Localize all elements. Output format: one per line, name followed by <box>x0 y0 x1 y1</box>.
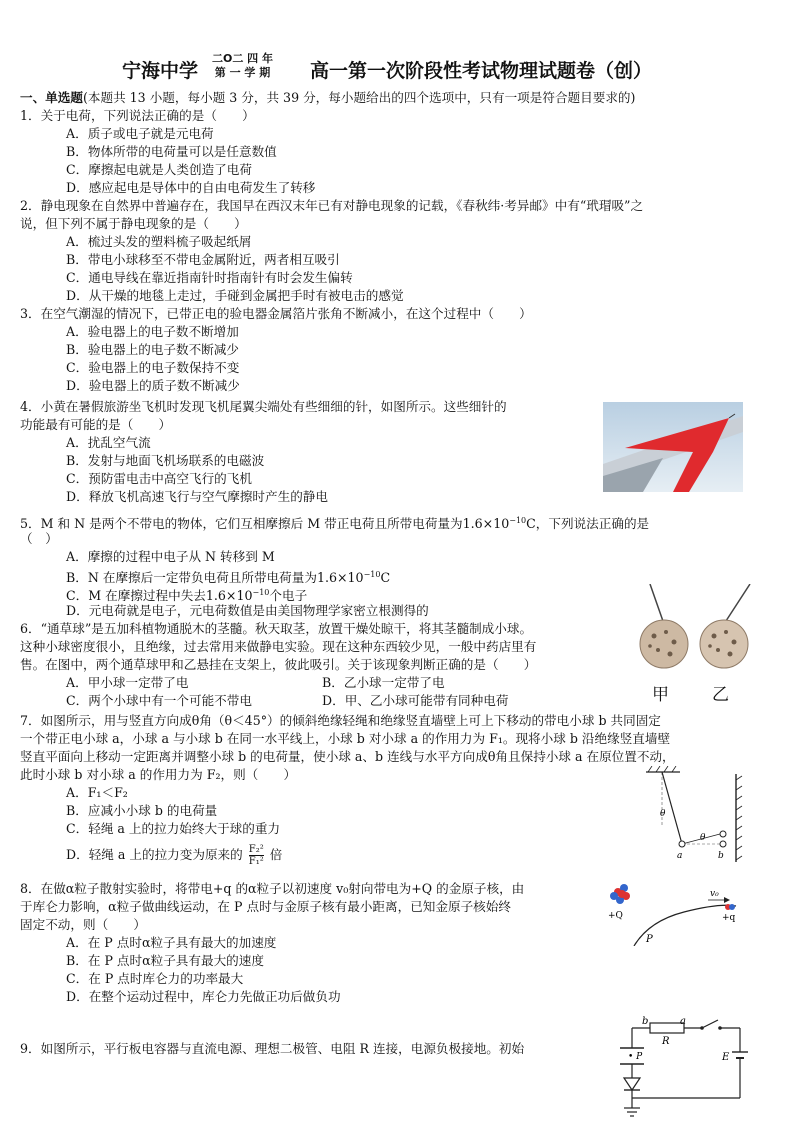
diode <box>624 1078 640 1090</box>
resistor-R <box>650 1023 684 1033</box>
q5-stem-line1: 5．M 和 N 是两个不带电的物体，它们互相摩擦后 M 带正电荷且所带电荷量为$1.6\times 10^{-10}C$，下列说法正确的是 <box>20 516 650 532</box>
q5-option-c: C．M 在摩擦过程中失去$1.6\times 10^{-10}$个电子 <box>66 588 308 604</box>
q5-option-b: B．N 在摩擦后一定带负电荷且所带电荷量为$1.6\times 10^{-10}C$ <box>66 570 391 586</box>
q2-option-d: D．从干燥的地毯上走过，手碰到金属把手时有被电击的感觉 <box>66 288 404 303</box>
fig-label-a: a <box>680 1016 686 1027</box>
fig-label-R: R <box>662 1036 670 1047</box>
year-term-stack <box>212 52 273 80</box>
q5-option-a: A．摩擦的过程中电子从 N 转移到 M <box>66 549 275 564</box>
q2-option-b: B．带电小球移至不带电金属附近，两者相互吸引 <box>66 252 340 267</box>
q4-stem-line1: 4．小黄在暑假旅游坐飞机时发现飞机尾翼尖端处有些细细的针，如图所示。这些细针的 <box>20 399 507 414</box>
ball-b-lower <box>720 841 726 847</box>
section-heading: 一、单选题(本题共 13 小题，每小题 3 分，共 39 分，每小题给出的四个选项中，只有一项是符合题目要求的) <box>20 90 636 105</box>
pith-ball-yi <box>700 620 748 668</box>
ball-b-upper <box>720 831 726 837</box>
fig-label-E: E <box>722 1052 730 1063</box>
q4-option-c: C．预防雷电击中高空飞行的飞机 <box>66 471 252 486</box>
q7-option-b: B．应减小小球 b 的电荷量 <box>66 803 218 818</box>
capacitor-circuit-figure <box>614 1012 754 1120</box>
q4-stem-line2: 功能最有可能的是（ ） <box>20 417 172 432</box>
q1-option-a: A．质子或电子就是元电荷 <box>66 126 214 141</box>
label-yi: 乙 <box>712 685 729 705</box>
switch <box>702 1020 718 1028</box>
q2-stem-line2: 说，但下列不属于静电现象的是（ ） <box>20 216 247 231</box>
q8-stem-line3: 固定不动，则（ ） <box>20 917 146 932</box>
q7-option-d: D．轻绳 a 上的拉力变为原来的 $\frac{\text{F₂²}}{\text{F₁²}}$ 倍 <box>66 844 283 867</box>
q7-stem-line2: 一个带正电小球 a，小球 a 与小球 b 在同一水平线上，小球 b 对小球 a 的作用力为 F₁。现将小球 b 沿绝缘竖直墙壁 <box>20 731 671 746</box>
q1-stem: 1．关于电荷，下列说法正确的是（ ） <box>20 108 255 123</box>
q1-option-b: B．物体所带的电荷量可以是任意数值 <box>66 144 277 159</box>
fraction: $\frac{\text{F₂²}}{\text{F₁²}}$ <box>248 844 264 867</box>
q6-option-d: D．甲、乙小球可能带有同种电荷 <box>322 693 509 708</box>
q4-option-a: A．扰乱空气流 <box>66 435 151 450</box>
ball-a <box>679 841 685 847</box>
q5-stem-line2: （ ） <box>20 531 58 546</box>
fig-theta-top: θ <box>660 809 666 819</box>
fig-label-Q: +Q <box>608 911 623 921</box>
pith-balls-figure <box>630 584 770 674</box>
q8-option-c: C．在 P 点时库仑力的功率最大 <box>66 971 244 986</box>
fig-theta-side: θ <box>700 833 706 843</box>
fig-label-b: b <box>718 851 724 861</box>
fig-label-b: b <box>642 1016 649 1027</box>
term-text: 第 一 学 期 <box>214 66 271 79</box>
airplane-wing-photo <box>603 402 743 492</box>
fig-label-P: P <box>646 934 653 945</box>
q1-option-d: D．感应起电是导体中的自由电荷发生了转移 <box>66 180 316 195</box>
alpha-scattering-figure <box>604 876 744 946</box>
q7-stem-line4: 此时小球 b 对小球 a 的作用力为 F₂，则（ ） <box>20 767 297 782</box>
q7-option-c: C．轻绳 a 上的拉力始终大于球的重力 <box>66 821 281 836</box>
q3-option-b: B．验电器上的电子数不断减少 <box>66 342 239 357</box>
fig-label-a: a <box>677 851 683 861</box>
q3-stem: 3．在空气潮湿的情况下，已带正电的验电器金属箔片张角不断减小，在这个过程中（ ） <box>20 306 532 321</box>
q7-option-a: A．F₁＜F₂ <box>66 785 128 800</box>
fig-label-P: • P <box>628 1052 643 1062</box>
fig-label-q: +q <box>722 913 736 923</box>
q8-option-a: A．在 P 点时α粒子具有最大的加速度 <box>66 935 277 950</box>
q4-option-b: B．发射与地面飞机场联系的电磁波 <box>66 453 265 468</box>
gold-nucleus <box>610 884 630 904</box>
q6-stem-line3: 售。在图中，两个通草球甲和乙悬挂在支架上，彼此吸引。关于该现象判断正确的是（ ） <box>20 657 537 672</box>
q8-option-b: B．在 P 点时α粒子具有最大的速度 <box>66 953 264 968</box>
exam-title: 高一第一次阶段性考试物理试题卷（创） <box>310 60 653 82</box>
q9-stem-line1: 9．如图所示，平行板电容器与直流电源、理想二极管、电阻 R 连接，电源负极接地。初始 <box>20 1041 525 1056</box>
school-name: 宁海中学 <box>122 60 199 82</box>
q8-option-d: D．在整个运动过程中，库仑力先做正功后做负功 <box>66 989 341 1004</box>
q3-option-d: D．验电器上的质子数不断减少 <box>66 378 240 393</box>
thread-jia <box>650 584 664 624</box>
q6-option-b: B．乙小球一定带了电 <box>322 675 445 690</box>
q3-option-c: C．验电器上的电子数保持不变 <box>66 360 240 375</box>
q7-stem-line1: 7．如图所示，用与竖直方向成θ角（θ＜45°）的倾斜绝缘轻绳和绝缘竖直墙壁上可上下移动的带电小球 b 共同固定 <box>20 713 661 728</box>
q3-option-a: A．验电器上的电子数不断增加 <box>66 324 239 339</box>
fig-label-v0: v₀ <box>710 889 719 899</box>
section-note: (本题共 13 小题，每小题 3 分，共 39 分，每小题给出的四个选项中，只有一项是符合题目要求的) <box>82 90 636 105</box>
q7-figure <box>640 766 750 866</box>
q1-option-c: C．摩擦起电就是人类创造了电荷 <box>66 162 252 177</box>
pith-ball-jia <box>640 620 688 668</box>
q8-stem-line2: 于库仑力影响，α粒子做曲线运动，在 P 点时与金原子核有最小距离，已知金原子核始终 <box>20 899 511 914</box>
q2-option-a: A．梳过头发的塑料梳子吸起纸屑 <box>66 234 252 249</box>
rope <box>662 772 682 844</box>
q8-stem-line1: 8．在做α粒子散射实验时，将带电+q 的α粒子以初速度 v₀射向带电为+Q 的金原子核，由 <box>20 881 525 896</box>
q6-stem-line2: 这种小球密度很小，且绝缘，过去常用来做静电实验。现在这种东西较少见，一般中药店里有 <box>20 639 537 654</box>
label-jia: 甲 <box>652 685 669 705</box>
q2-stem-line1: 2．静电现象在自然界中普遍存在，我国早在西汉末年已有对静电现象的记载，《春秋纬·考异邮》中有“玳瑁吸”之 <box>20 198 644 213</box>
q2-option-c: C．通电导线在靠近指南针时指南针有时会发生偏转 <box>66 270 353 285</box>
q5-option-d: D．元电荷就是电子，元电荷数值是由美国物理学家密立根测得的 <box>66 603 429 618</box>
year-text: 二O二 四 年 <box>212 52 274 65</box>
q7-stem-line3: 竖直平面向上移动一定距离并调整小球 b 的电荷量，使小球 a、b 连线与水平方向成θ角且保持小球 a 在原位置不动， <box>20 749 675 764</box>
q6-option-a: A．甲小球一定带了电 <box>66 675 189 690</box>
thread-yi <box>724 584 750 624</box>
q6-stem-line1: 6．“通草球”是五加科植物通脱木的茎髓。秋天取茎，放置干燥处晾干，将其茎髓制成小球。 <box>20 621 533 636</box>
q6-option-c: C．两个小球中有一个可能不带电 <box>66 693 252 708</box>
q4-option-d: D．释放飞机高速飞行与空气摩擦时产生的静电 <box>66 489 328 504</box>
